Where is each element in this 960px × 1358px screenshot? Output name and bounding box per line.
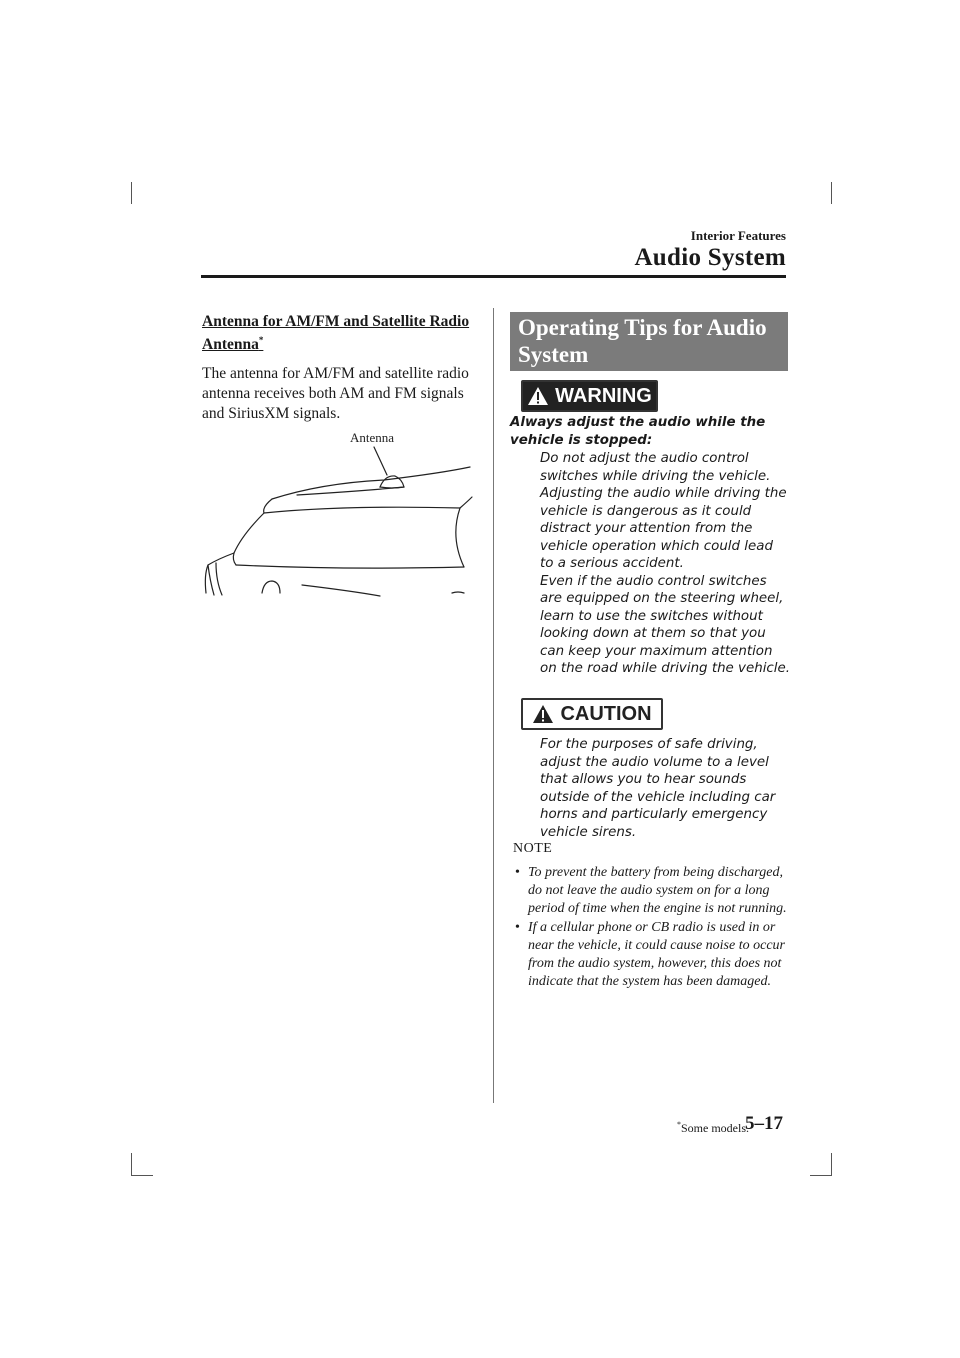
warning-badge xyxy=(521,380,658,412)
caution-label: CAUTION xyxy=(560,702,652,725)
warning-triangle-icon xyxy=(527,386,549,406)
warning-label: WARNING xyxy=(555,384,652,407)
footnote-mark: * xyxy=(677,1120,681,1129)
crop-mark xyxy=(131,1153,132,1175)
crop-mark xyxy=(131,1175,153,1176)
crop-mark xyxy=(131,182,132,204)
crop-mark xyxy=(831,1153,832,1175)
page-number: 5–17 xyxy=(745,1113,783,1134)
note-label: NOTE xyxy=(513,841,553,856)
right-column xyxy=(510,312,790,990)
chapter-title: Interior Features xyxy=(690,228,786,243)
warning-heading: Always adjust the audio while the vehicle is stopped: xyxy=(510,415,766,448)
bullet-icon: • xyxy=(515,865,520,880)
antenna-illustration xyxy=(202,425,474,597)
note-list xyxy=(513,864,788,991)
caution-text: For the purposes of safe driving, adjust the audio volume to a level that allows you to hear sounds outside of the vehicle including car horns and particularly emergency vehicle sirens. xyxy=(540,737,776,840)
crop-mark xyxy=(810,1175,832,1176)
header-rule xyxy=(201,275,786,278)
left-column xyxy=(202,312,474,424)
crop-mark xyxy=(831,182,832,204)
footnote-mark: * xyxy=(258,335,264,345)
section-title: Operating Tips for Audio System xyxy=(510,312,788,371)
note-item-text: If a cellular phone or CB radio is used in or near the vehicle, it could cause noise to occur from the audio system, however, this does not indicate that the system has been damaged. xyxy=(528,919,785,990)
warning-paragraph: Even if the audio control switches are equipped on the steering wheel, learn to use the switches without looking down at them so that you can keep your maximum attention on the road while driving the vehicle. xyxy=(540,573,790,676)
subheading-text: Antenna for AM/FM and Satellite Radio Antenna xyxy=(202,313,470,354)
caution-badge xyxy=(521,698,663,730)
antenna-description: The antenna for AM/FM and satellite radio antenna receives both AM and FM signals and SiriusXM signals. xyxy=(202,365,469,423)
caution-body xyxy=(540,736,792,841)
caution-triangle-icon xyxy=(532,704,554,724)
note-item xyxy=(513,864,788,919)
bullet-icon: • xyxy=(515,919,520,935)
note-item xyxy=(513,919,788,992)
section-header: Audio System xyxy=(634,244,786,271)
footnote xyxy=(677,1120,749,1136)
warning-paragraph: Do not adjust the audio control switches while driving the vehicle. Adjusting the audio while driving the vehicle is dangerous as it could distract your attention from the vehicle operation which could lead to a serious accident. xyxy=(540,451,787,571)
column-divider xyxy=(493,308,494,1103)
warning-body xyxy=(540,450,790,678)
subheading xyxy=(202,312,474,354)
figure-label-antenna: Antenna xyxy=(350,430,395,445)
footnote-text: Some models. xyxy=(681,1121,749,1135)
note-item-text: To prevent the battery from being discharged, do not leave the audio system on for a long period of time when the engine is not running. xyxy=(528,865,787,917)
